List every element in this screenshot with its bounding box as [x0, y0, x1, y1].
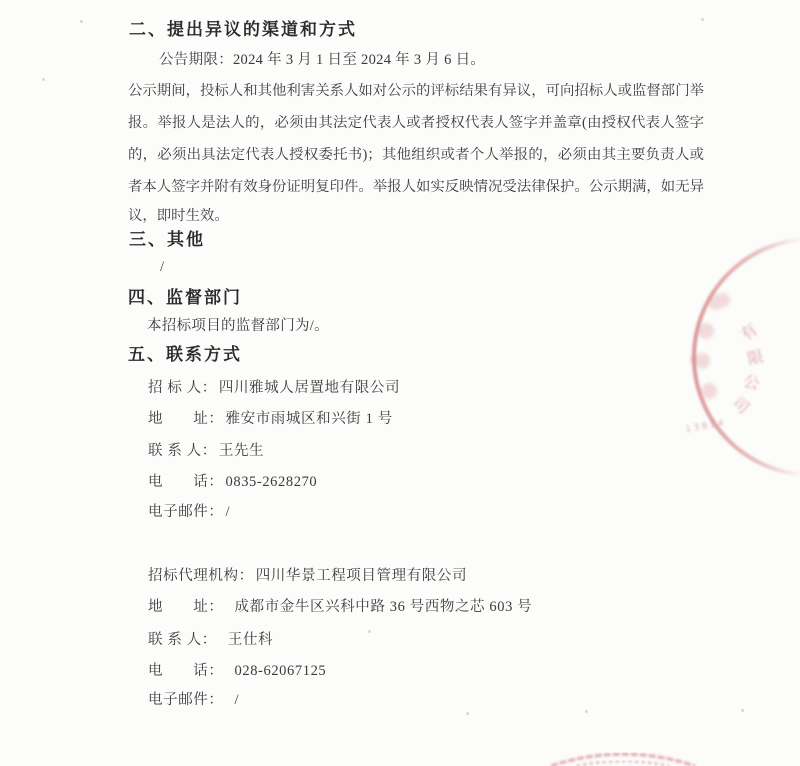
paragraph-line: 的，必须出具法定代表人授权委托书)；其他组织或者个人举报的，必须由其主要负责人或: [128, 147, 704, 163]
scan-speck: [80, 20, 83, 23]
paragraph-line: 者本人签字并附有效身份证明复印件。举报人如实反映情况受法律保护。公示期满，如无异: [128, 179, 704, 195]
section-2-heading: 二、提出异议的渠道和方式: [129, 20, 357, 39]
field-label: 联 系 人：: [148, 632, 217, 648]
field-label: 地 址：: [148, 411, 224, 427]
paragraph-line: 议，即时生效。: [128, 208, 229, 224]
field-value: /: [225, 504, 231, 520]
side-seal: [685, 239, 800, 475]
seal-char: 有: [736, 319, 762, 345]
scan-speck: [701, 18, 704, 21]
bottom-seal: [551, 754, 695, 766]
field-value: 王仕科: [227, 632, 274, 648]
seal-char: 司: [728, 392, 754, 418]
agency-row: [148, 661, 326, 681]
field-value: 四川雅城人居置地有限公司: [218, 380, 401, 396]
agency-row: [148, 630, 273, 650]
field-value: 雅安市雨城区和兴街 1 号: [225, 411, 393, 427]
scan-speck: [42, 78, 45, 81]
field-label: 电子邮件：: [148, 692, 224, 708]
field-value: 028-62067125: [234, 663, 327, 679]
field-value: /: [234, 692, 240, 708]
seal-characters: [729, 320, 766, 418]
seal-char: 限: [745, 346, 766, 369]
announcement-period: 公告期限：2024 年 3 月 1 日至 2024 年 3 月 6 日。: [159, 52, 486, 68]
scan-speck: [368, 630, 371, 633]
field-label: 联 系 人：: [148, 443, 217, 459]
field-label: 招 标 人：: [148, 380, 217, 396]
paragraph-line: 公示期间，投标人和其他利害关系人如对公示的评标结果有异议，可向招标人或监督部门举: [128, 83, 704, 99]
agency-row: [148, 566, 467, 586]
tenderer-row: [148, 472, 317, 492]
tenderer-row: [148, 441, 264, 461]
field-value: 0835-2628270: [225, 474, 318, 490]
seal-number: 13814: [684, 417, 728, 435]
scan-speck: [585, 710, 588, 713]
tenderer-row: [148, 409, 393, 429]
field-value: 王先生: [218, 443, 265, 459]
section-3-content: /: [160, 259, 165, 275]
field-label: 电 话：: [148, 663, 224, 679]
scan-speck: [741, 709, 744, 712]
scan-speck: [466, 712, 469, 715]
section-5-heading: 五、联系方式: [128, 345, 242, 364]
field-label: 招标代理机构：: [148, 568, 254, 584]
field-label: 电 话：: [148, 474, 224, 490]
field-value: 四川华景工程项目管理有限公司: [255, 568, 468, 584]
tenderer-row: [148, 378, 400, 398]
paragraph-line: 报。举报人是法人的，必须由其法定代表人或者授权代表人签字并盖章(由授权代表人签字: [128, 115, 704, 131]
agency-row: [148, 597, 532, 617]
seal-faint-characters: [690, 293, 730, 399]
section-3-heading: 三、其他: [129, 230, 205, 249]
section-4-content: 本招标项目的监督部门为/。: [147, 318, 329, 334]
field-label: 地 址：: [148, 599, 224, 615]
agency-row: [148, 690, 239, 710]
field-value: 成都市金牛区兴科中路 36 号西物之芯 603 号: [234, 599, 533, 615]
field-label: 电子邮件：: [148, 504, 224, 520]
section-4-heading: 四、监督部门: [128, 288, 242, 307]
seal-char: 公: [741, 371, 762, 394]
tenderer-row: [148, 502, 230, 522]
